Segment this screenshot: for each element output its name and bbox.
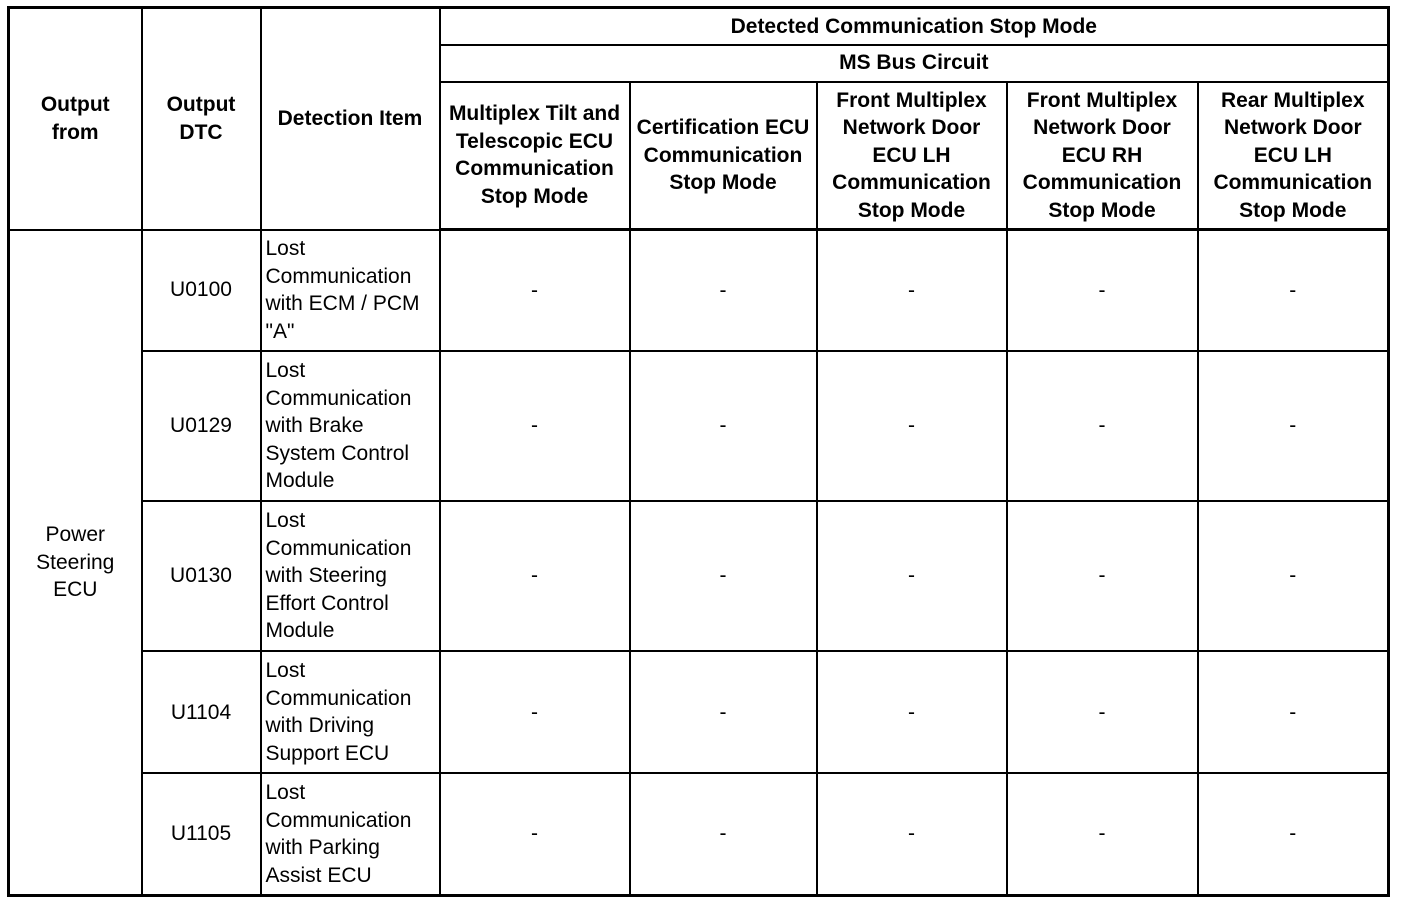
dtc-table [7, 6, 1390, 897]
mode-cell: - [440, 351, 630, 501]
header-output-from: Output from [9, 8, 142, 230]
header-col-front-door-rh: Front Multiplex Network Door ECU RH Communication Stop Mode [1007, 82, 1198, 230]
mode-cell: - [630, 351, 817, 501]
output-from-cell: Power Steering ECU [9, 230, 142, 896]
mode-cell: - [817, 651, 1007, 773]
detection-item: Lost Communication with Steering Effort Control Module [261, 501, 440, 651]
header-col-front-door-lh: Front Multiplex Network Door ECU LH Communication Stop Mode [817, 82, 1007, 230]
mode-cell: - [817, 351, 1007, 501]
mode-cell: - [817, 230, 1007, 351]
dtc-code: U1104 [142, 651, 261, 773]
table-row [9, 351, 1389, 501]
mode-cell: - [1198, 773, 1389, 895]
mode-cell: - [440, 230, 630, 351]
mode-cell: - [1007, 351, 1198, 501]
mode-cell: - [630, 651, 817, 773]
header-col-rear-door-lh: Rear Multiplex Network Door ECU LH Communication Stop Mode [1198, 82, 1389, 230]
mode-cell: - [1198, 230, 1389, 351]
mode-cell: - [1007, 230, 1198, 351]
mode-cell: - [440, 651, 630, 773]
detection-item: Lost Communication with Brake System Control Module [261, 351, 440, 501]
header-detection-item: Detection Item [261, 8, 440, 230]
dtc-code: U1105 [142, 773, 261, 895]
mode-cell: - [1007, 651, 1198, 773]
table-row [9, 501, 1389, 651]
mode-cell: - [1198, 651, 1389, 773]
dtc-code: U0129 [142, 351, 261, 501]
mode-cell: - [817, 501, 1007, 651]
mode-cell: - [440, 773, 630, 895]
mode-cell: - [1007, 501, 1198, 651]
header-group-title: Detected Communication Stop Mode [440, 8, 1389, 45]
mode-cell: - [630, 230, 817, 351]
header-subgroup-title: MS Bus Circuit [440, 45, 1389, 82]
mode-cell: - [1198, 351, 1389, 501]
detection-item: Lost Communication with Driving Support ECU [261, 651, 440, 773]
detection-item: Lost Communication with Parking Assist ECU [261, 773, 440, 895]
table-row [9, 651, 1389, 773]
header-col-tilt-telescopic: Multiplex Tilt and Telescopic ECU Communication Stop Mode [440, 82, 630, 230]
mode-cell: - [1198, 501, 1389, 651]
table-row [9, 773, 1389, 895]
dtc-code: U0130 [142, 501, 261, 651]
detection-item: Lost Communication with ECM / PCM "A" [261, 230, 440, 351]
mode-cell: - [817, 773, 1007, 895]
mode-cell: - [630, 773, 817, 895]
dtc-code: U0100 [142, 230, 261, 351]
mode-cell: - [440, 501, 630, 651]
table-row [9, 230, 1389, 351]
mode-cell: - [630, 501, 817, 651]
mode-cell: - [1007, 773, 1198, 895]
header-output-dtc: Output DTC [142, 8, 261, 230]
header-col-certification: Certification ECU Communication Stop Mode [630, 82, 817, 230]
